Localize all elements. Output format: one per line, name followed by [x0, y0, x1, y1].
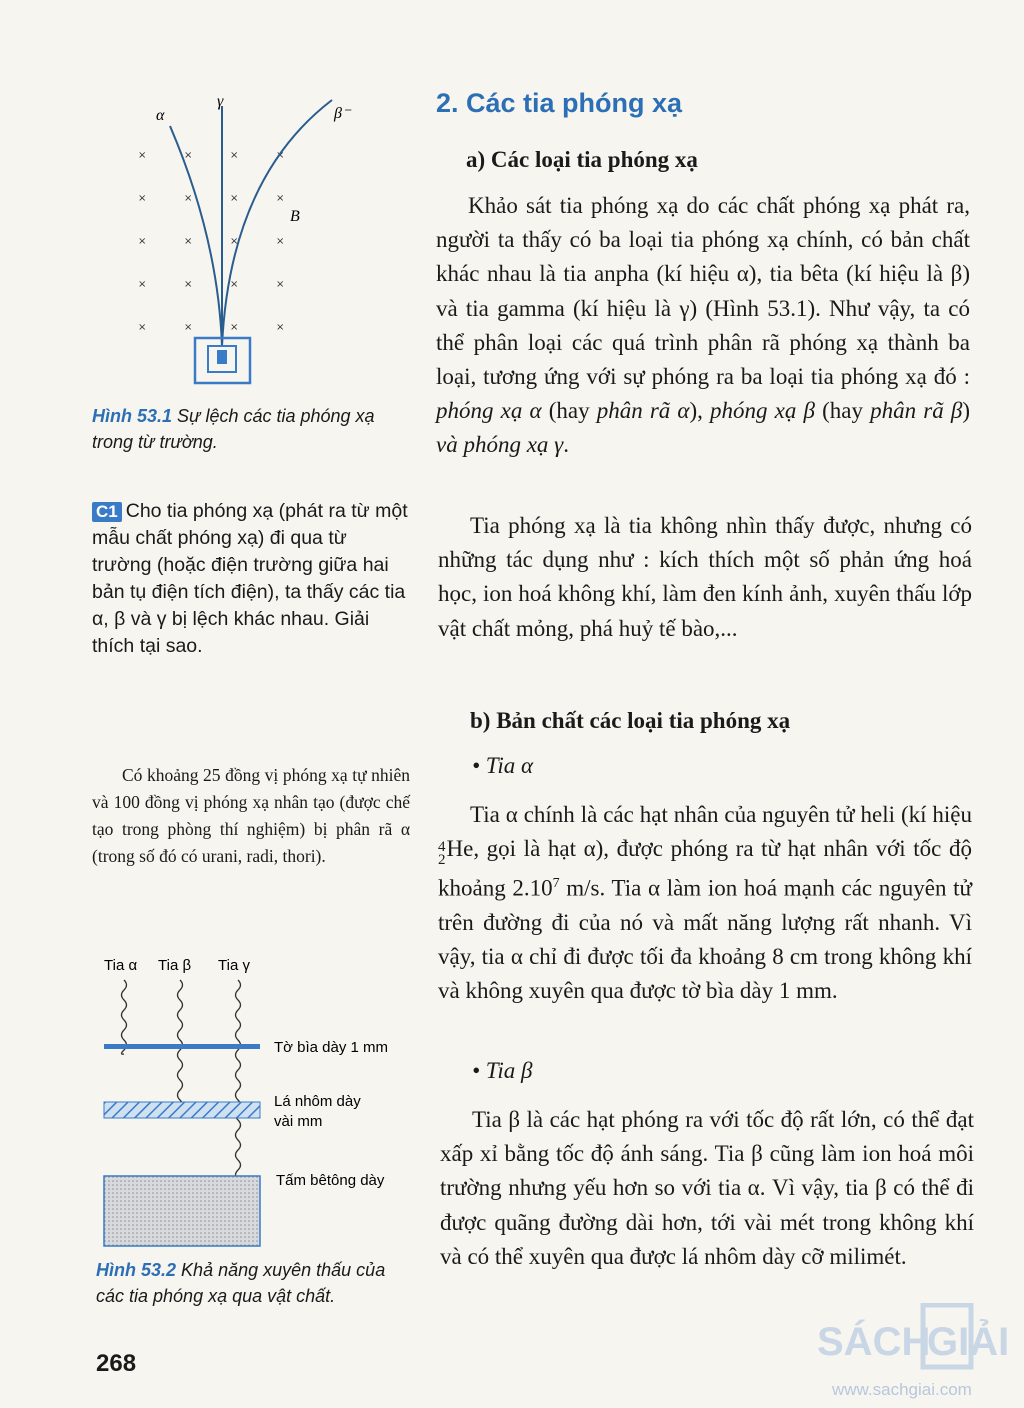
paragraph-beta: Tia β là các hạt phóng ra với tốc độ rất lớn, có thể đạt xấp xỉ bằng tốc độ ánh sáng. Tia β cũng làm ion hoá môi trường nhưng yếu hơn so với tia α. Vì vậy, tia β có thể đi được quãng đường dài hơn, tới vài mét trong không khí và có thể xuyên qua được lá nhôm dày cỡ milimét.	[440, 1107, 974, 1269]
para-alpha-text: m/s. Tia α làm ion hoá mạnh các nguyên tử trên đường đi của nó và mất năng lượng rất nhanh. Vì vậy, tia α chỉ đi được tối đa khoảng 8 cm trong không khí và không xuyên qua được tờ bìa dày 1 mm.	[438, 875, 972, 1004]
sachgiai-logo	[815, 1303, 1024, 1383]
mass-number: 4	[438, 839, 446, 856]
svg-text:×: ×	[138, 322, 147, 333]
paragraph-alpha	[438, 798, 972, 1009]
question-c1	[92, 498, 410, 660]
term-beta-decay-alt: phân rã β	[870, 398, 963, 424]
watermark-url: www.sachgiai.com	[832, 1380, 972, 1399]
subsection-a-title: a) Các loại tia phóng xạ	[466, 147, 698, 172]
ray-gamma-label: Tia γ	[218, 957, 250, 974]
term-gamma-decay: và phóng xạ γ	[436, 432, 564, 458]
para-alpha-text: Tia α chính là các hạt nhân của nguyên tử heli (kí hiệu	[470, 802, 972, 827]
aluminium-label-line2: vài mm	[274, 1113, 323, 1130]
paper-layer	[104, 1044, 260, 1049]
aluminium-label-line1: Lá nhôm dày	[274, 1093, 361, 1110]
section-title: 2. Các tia phóng xạ	[436, 88, 683, 118]
magnetic-deflection-diagram	[100, 88, 420, 398]
term-alpha-decay: phóng xạ α	[436, 398, 542, 424]
para-a1-text: ),	[689, 398, 711, 424]
svg-text:×: ×	[230, 279, 239, 290]
concrete-label: Tấm bêtông dày	[276, 1172, 385, 1189]
helium-symbol: He	[446, 836, 474, 862]
subsection-b-title: b) Bản chất các loại tia phóng xạ	[470, 708, 791, 733]
svg-text:×: ×	[276, 236, 285, 247]
svg-text:×: ×	[230, 150, 239, 161]
aluminium-layer	[104, 1102, 260, 1118]
svg-text:×: ×	[184, 193, 193, 204]
radioactive-source	[217, 350, 227, 364]
svg-text:×: ×	[276, 279, 285, 290]
figure-53-1	[100, 88, 420, 398]
caption-text: Khả năng xuyên thấu của các tia phóng xạ qua vật chất.	[96, 1260, 386, 1306]
field-label: B⃗	[290, 208, 313, 225]
para-a1-text: (hay	[541, 398, 597, 424]
gamma-wave	[236, 980, 241, 1198]
svg-text:GIẢI: GIẢI	[927, 1320, 1010, 1364]
page-number: 268	[96, 1350, 137, 1377]
speed-exponent: 7	[552, 876, 560, 892]
beta-ray	[222, 100, 332, 346]
helium-nuclide-indices	[438, 841, 446, 867]
caption-number: Hình 53.1	[92, 406, 173, 426]
figure-53-2	[100, 948, 420, 1258]
bullet-beta: • Tia β	[472, 1058, 533, 1083]
c1-badge: C1	[92, 502, 122, 522]
paragraph-a2: Tia phóng xạ là tia không nhìn thấy được, nhưng có những tác dụng như : kích thích một số phản ứng hoá học, ion hoá không khí, làm đen kính ảnh, xuyên thấu lớp vật chất mỏng, phá huỷ tế bào,...	[438, 513, 972, 641]
svg-text:×: ×	[276, 193, 285, 204]
svg-text:×: ×	[276, 322, 285, 333]
caption-text: Sự lệch các tia phóng xạ trong từ trường.	[92, 406, 375, 452]
para-a1-text: .	[563, 432, 569, 458]
term-beta-decay: phóng xạ β	[710, 398, 815, 424]
svg-text:×: ×	[138, 193, 147, 204]
paper-label: Tờ bìa dày 1 mm	[274, 1039, 389, 1056]
svg-text:×: ×	[184, 236, 193, 247]
concrete-layer	[104, 1176, 260, 1246]
ray-alpha-label: Tia α	[104, 957, 138, 974]
svg-text:×: ×	[138, 150, 147, 161]
svg-text:×: ×	[276, 150, 285, 161]
svg-text:×: ×	[138, 236, 147, 247]
bullet-alpha: • Tia α	[472, 753, 534, 778]
penetration-diagram	[100, 948, 420, 1258]
figure-53-2-caption	[96, 1257, 416, 1309]
caption-number: Hình 53.2	[96, 1260, 177, 1280]
para-a1-text: (hay	[814, 398, 871, 424]
atomic-number: 2	[438, 852, 446, 869]
alpha-wave	[122, 980, 127, 1054]
para-a1-text: Khảo sát tia phóng xạ do các chất phóng xạ phát ra, người ta thấy có ba loại tia phóng xạ chính, có bản chất khác nhau là tia anpha (kí hiệu α), tia bêta (kí hiệu là β) và tia gamma (kí hiệu là γ) (Hình 53.1). Như vậy, ta có thể phân loại các quá trình phân rã phóng xạ thành ba loại, tương ứng với sự phóng ra ba loại tia phóng xạ đó :	[436, 193, 970, 390]
svg-text:×: ×	[138, 279, 147, 290]
svg-text:×: ×	[184, 150, 193, 161]
ray-beta-label: Tia β	[158, 957, 192, 974]
figure-53-1-caption	[92, 403, 412, 455]
beta-label: β⁻	[334, 105, 351, 122]
field-cross-marks	[138, 150, 284, 333]
c1-text: Cho tia phóng xạ (phát ra từ một mẫu chất phóng xạ) đi qua từ trường (hoặc điện trường giữa hai bản tụ điện tích điện), ta thấy các tia α, β và γ bị lệch khác nhau. Giải thích tại sao.	[92, 500, 408, 657]
svg-text:×: ×	[184, 279, 193, 290]
svg-text:×: ×	[230, 193, 239, 204]
gamma-label: γ	[217, 93, 224, 110]
term-alpha-decay-alt: phân rã α	[596, 398, 690, 424]
svg-text:×: ×	[230, 236, 239, 247]
para-a1-text: )	[962, 398, 970, 424]
alpha-ray	[170, 126, 222, 346]
para-alpha-text: , gọi là hạt α), được phóng ra từ hạt nhân với tốc độ khoảng 2.10	[438, 836, 972, 901]
svg-text:×: ×	[184, 322, 193, 333]
svg-text:×: ×	[230, 322, 239, 333]
svg-text:SÁCH: SÁCH	[817, 1320, 931, 1364]
paragraph-a1	[436, 189, 970, 463]
alpha-label: α	[156, 107, 165, 124]
side-note: Có khoảng 25 đồng vị phóng xạ tự nhiên và 100 đồng vị phóng xạ nhân tạo (được chế tạo trong phòng thí nghiệm) bị phân rã α (trong số đó có urani, radi, thori).	[92, 765, 410, 866]
